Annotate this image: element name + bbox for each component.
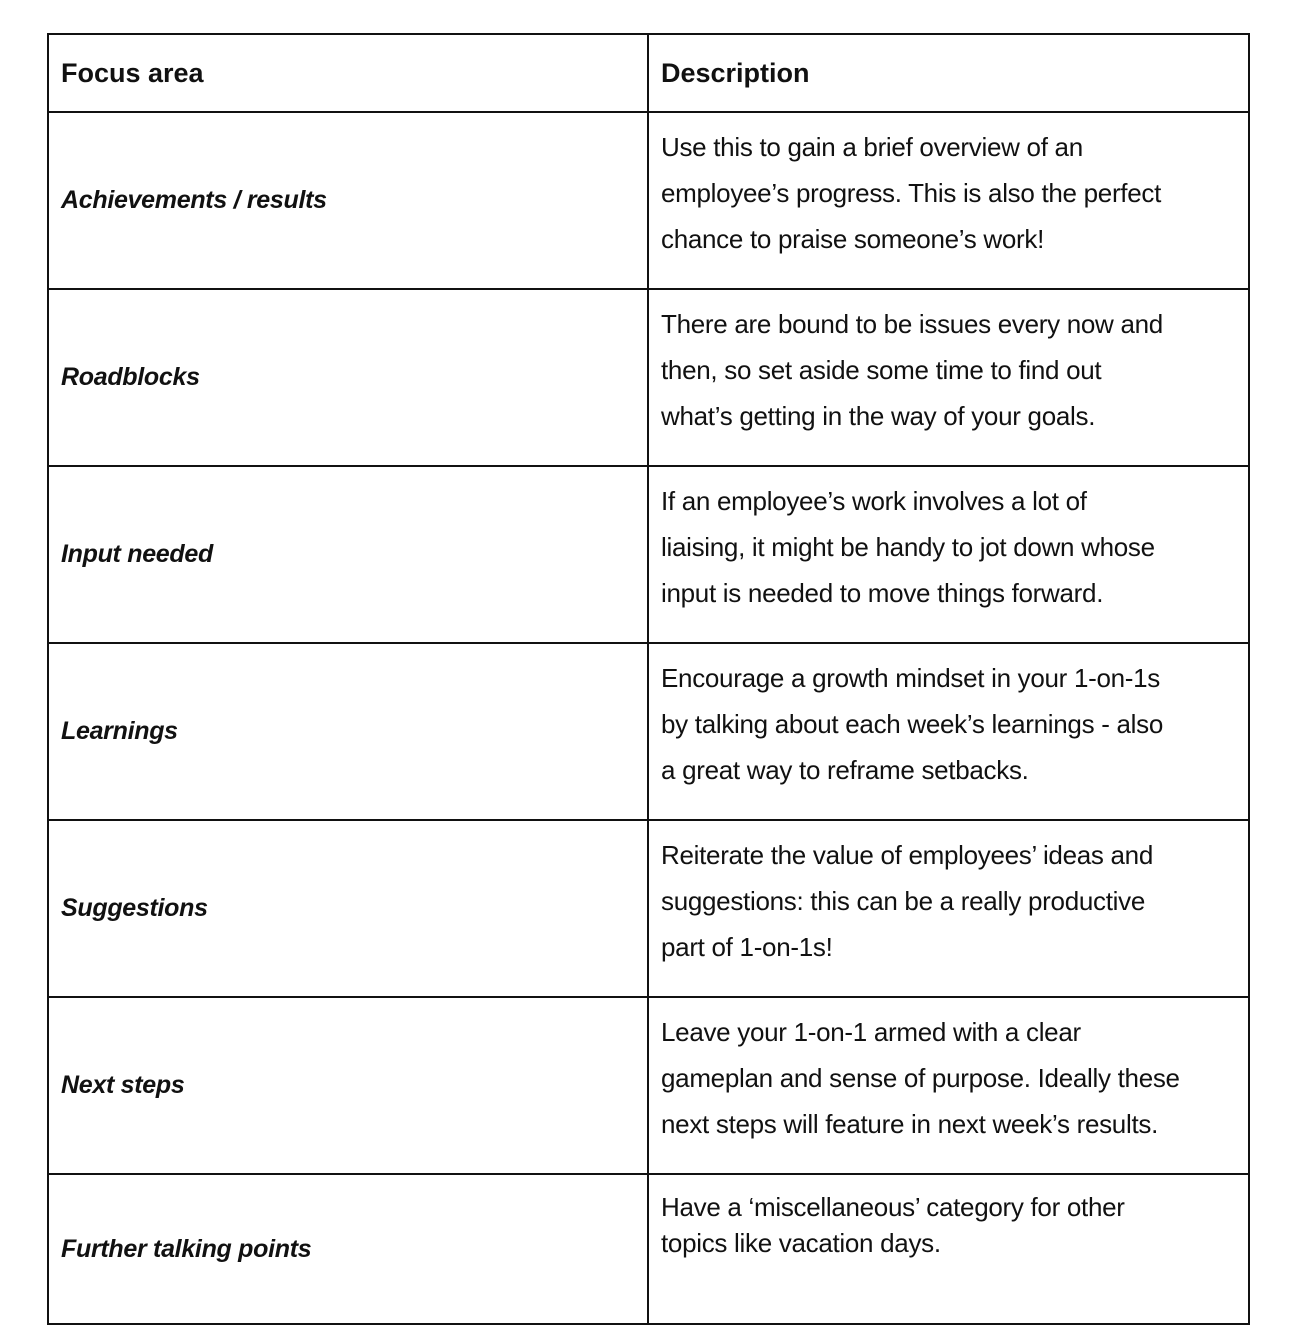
description-cell: [648, 820, 1249, 997]
focus-area-cell: Input needed: [48, 466, 648, 643]
description-cell: [648, 1174, 1249, 1324]
header-focus-area: Focus area: [48, 34, 648, 112]
focus-area-cell: Suggestions: [48, 820, 648, 997]
focus-area-cell: Further talking points: [48, 1174, 648, 1324]
description-line: If an employee’s work involves a lot of: [661, 486, 1087, 516]
focus-area-table: [47, 33, 1250, 1325]
description-line: Use this to gain a brief overview of an: [661, 132, 1083, 162]
description-line: what’s getting in the way of your goals.: [661, 401, 1096, 431]
header-description: Description: [648, 34, 1249, 112]
table-row: [48, 466, 1249, 643]
description-line: There are bound to be issues every now and: [661, 309, 1163, 339]
description-line: Leave your 1-on-1 armed with a clear: [661, 1017, 1081, 1047]
description-line: Encourage a growth mindset in your 1-on-1s: [661, 663, 1161, 693]
description-line: Have a ‘miscellaneous’ category for other: [661, 1192, 1125, 1222]
description-line: topics like vacation days.: [661, 1228, 941, 1258]
table-row: [48, 112, 1249, 289]
focus-area-cell: Learnings: [48, 643, 648, 820]
description-line: by talking about each week’s learnings - also: [661, 709, 1163, 739]
description-line: employee’s progress. This is also the perfect: [661, 178, 1162, 208]
description-line: input is needed to move things forward.: [661, 578, 1104, 608]
description-line: suggestions: this can be a really productive: [661, 886, 1145, 916]
description-cell: [648, 466, 1249, 643]
description-line: Reiterate the value of employees’ ideas and: [661, 840, 1154, 870]
description-line: gameplan and sense of purpose. Ideally these: [661, 1063, 1180, 1093]
description-cell: [648, 997, 1249, 1174]
header-row: [48, 34, 1249, 112]
description-line: part of 1-on-1s!: [661, 932, 833, 962]
focus-area-cell: Roadblocks: [48, 289, 648, 466]
table-row: [48, 820, 1249, 997]
description-cell: [648, 643, 1249, 820]
table-row: [48, 1174, 1249, 1324]
table-row: [48, 997, 1249, 1174]
description-line: liaising, it might be handy to jot down whose: [661, 532, 1155, 562]
description-cell: [648, 112, 1249, 289]
description-cell: [648, 289, 1249, 466]
description-line: a great way to reframe setbacks.: [661, 755, 1029, 785]
description-line: then, so set aside some time to find out: [661, 355, 1102, 385]
focus-area-cell: Achievements / results: [48, 112, 648, 289]
table-row: [48, 643, 1249, 820]
description-line: next steps will feature in next week’s results.: [661, 1109, 1158, 1139]
focus-area-cell: Next steps: [48, 997, 648, 1174]
description-line: chance to praise someone’s work!: [661, 224, 1045, 254]
table-row: [48, 289, 1249, 466]
